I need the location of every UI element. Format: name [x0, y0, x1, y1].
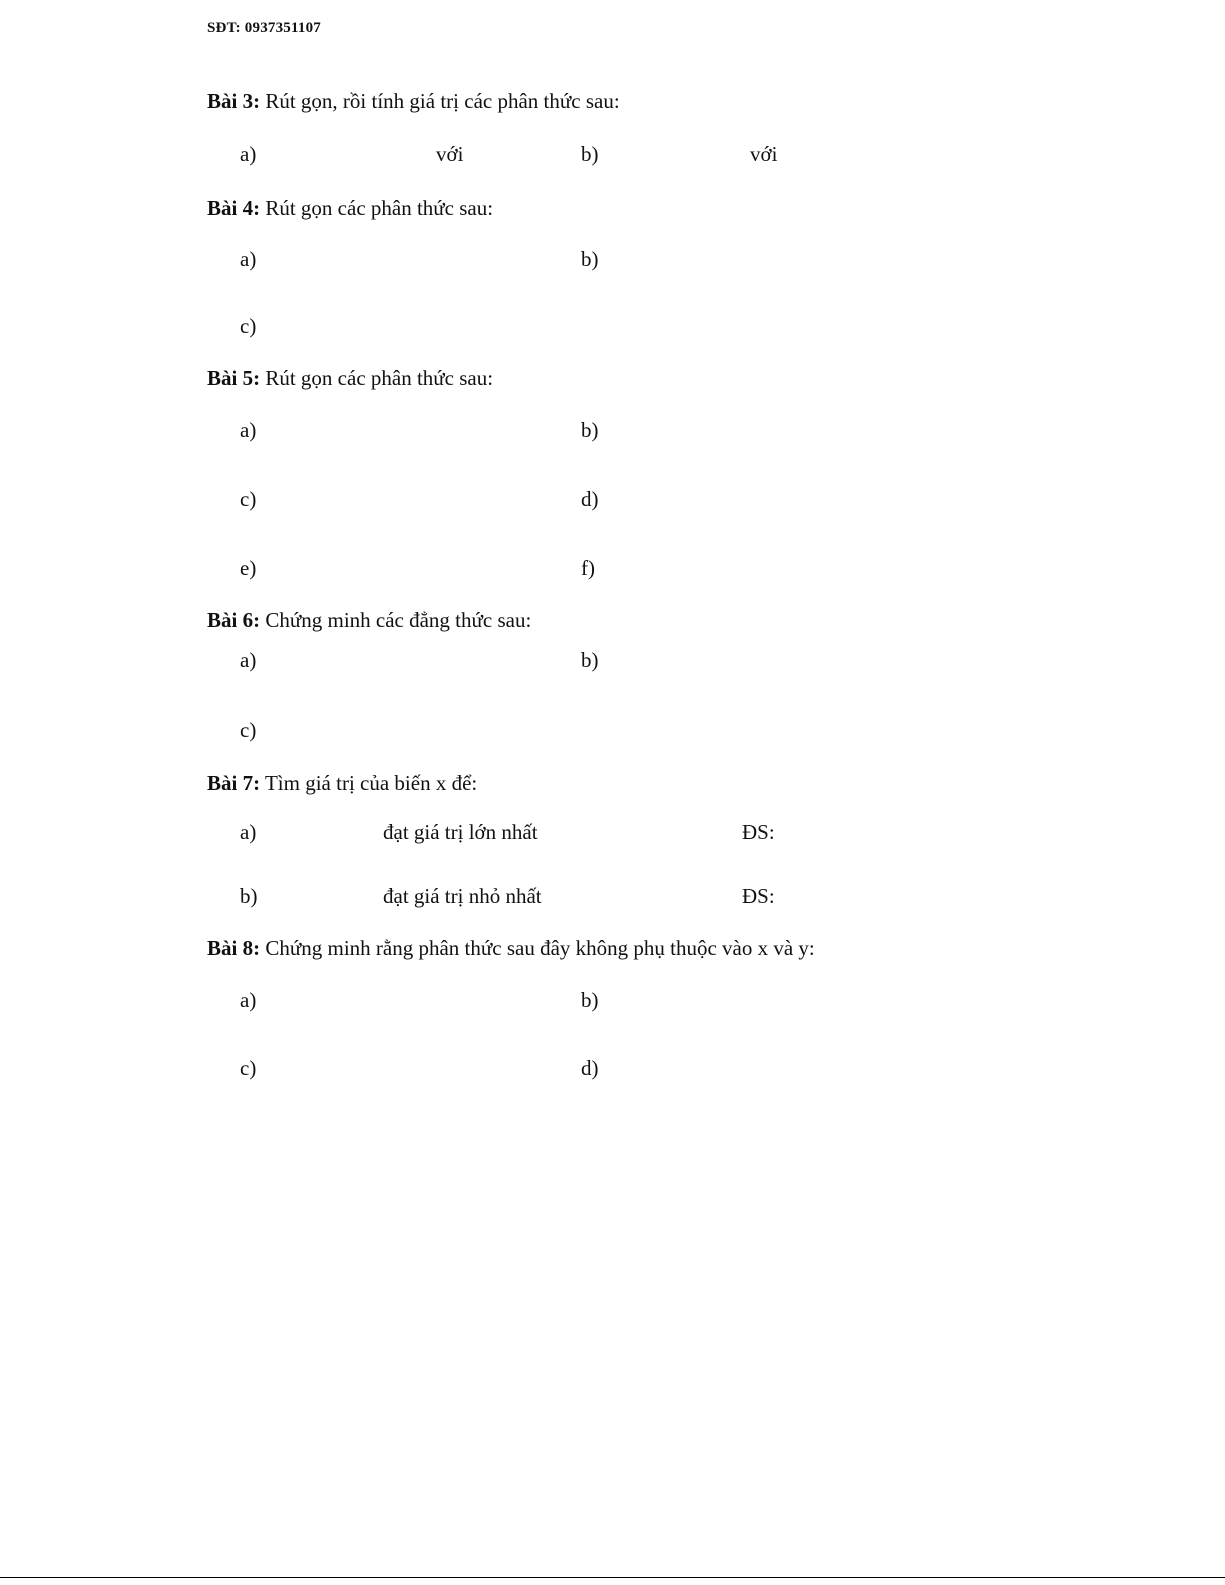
bai5-title	[207, 366, 493, 391]
bai8-a-label: a)	[240, 988, 257, 1012]
bai7-a-text: đạt giá trị lớn nhất	[383, 820, 538, 844]
bai5-a-label: a)	[240, 418, 257, 442]
bai8-label: Bài 8:	[207, 936, 261, 960]
bai7-text: Tìm giá trị của biến x để:	[260, 771, 478, 795]
bai6-b-label: b)	[581, 648, 599, 672]
bai8-text: Chứng minh rằng phân thức sau đây không phụ thuộc vào x và y:	[260, 936, 815, 960]
header-phone: SĐT: 0937351107	[207, 20, 321, 36]
bai8-c-label: c)	[240, 1056, 257, 1080]
bai6-c-label: c)	[240, 718, 257, 742]
bai3-b-with: với	[750, 142, 778, 166]
bai7-b-text: đạt giá trị nhỏ nhất	[383, 884, 542, 908]
bai7-b-answer-label: ĐS:	[742, 884, 775, 908]
bai6-text: Chứng minh các đẳng thức sau:	[260, 608, 532, 632]
bai3-a-with: với	[436, 142, 464, 166]
bai3-a-label: a)	[240, 142, 257, 166]
page-bottom-border	[0, 1577, 1225, 1578]
bai5-label: Bài 5:	[207, 366, 261, 390]
bai5-f-label: f)	[581, 556, 595, 580]
bai5-c-label: c)	[240, 487, 257, 511]
bai4-c-label: c)	[240, 314, 257, 338]
bai4-title	[207, 196, 493, 221]
bai3-title	[207, 89, 620, 114]
bai7-a-answer-label: ĐS:	[742, 820, 775, 844]
bai5-text: Rút gọn các phân thức sau:	[260, 366, 494, 390]
bai7-label: Bài 7:	[207, 771, 261, 795]
bai4-b-label: b)	[581, 247, 599, 271]
bai5-d-label: d)	[581, 487, 599, 511]
bai7-title	[207, 771, 477, 796]
bai8-title	[207, 936, 815, 961]
bai8-d-label: d)	[581, 1056, 599, 1080]
bai6-a-label: a)	[240, 648, 257, 672]
bai5-e-label: e)	[240, 556, 257, 580]
bai6-label: Bài 6:	[207, 608, 261, 632]
bai4-label: Bài 4:	[207, 196, 261, 220]
bai6-title	[207, 608, 531, 633]
bai5-b-label: b)	[581, 418, 599, 442]
bai4-text: Rút gọn các phân thức sau:	[260, 196, 494, 220]
bai7-b-label: b)	[240, 884, 258, 908]
bai3-text: Rút gọn, rồi tính giá trị các phân thức sau:	[260, 89, 620, 113]
bai3-label: Bài 3:	[207, 89, 261, 113]
bai7-a-label: a)	[240, 820, 257, 844]
bai3-b-label: b)	[581, 142, 599, 166]
bai8-b-label: b)	[581, 988, 599, 1012]
bai4-a-label: a)	[240, 247, 257, 271]
